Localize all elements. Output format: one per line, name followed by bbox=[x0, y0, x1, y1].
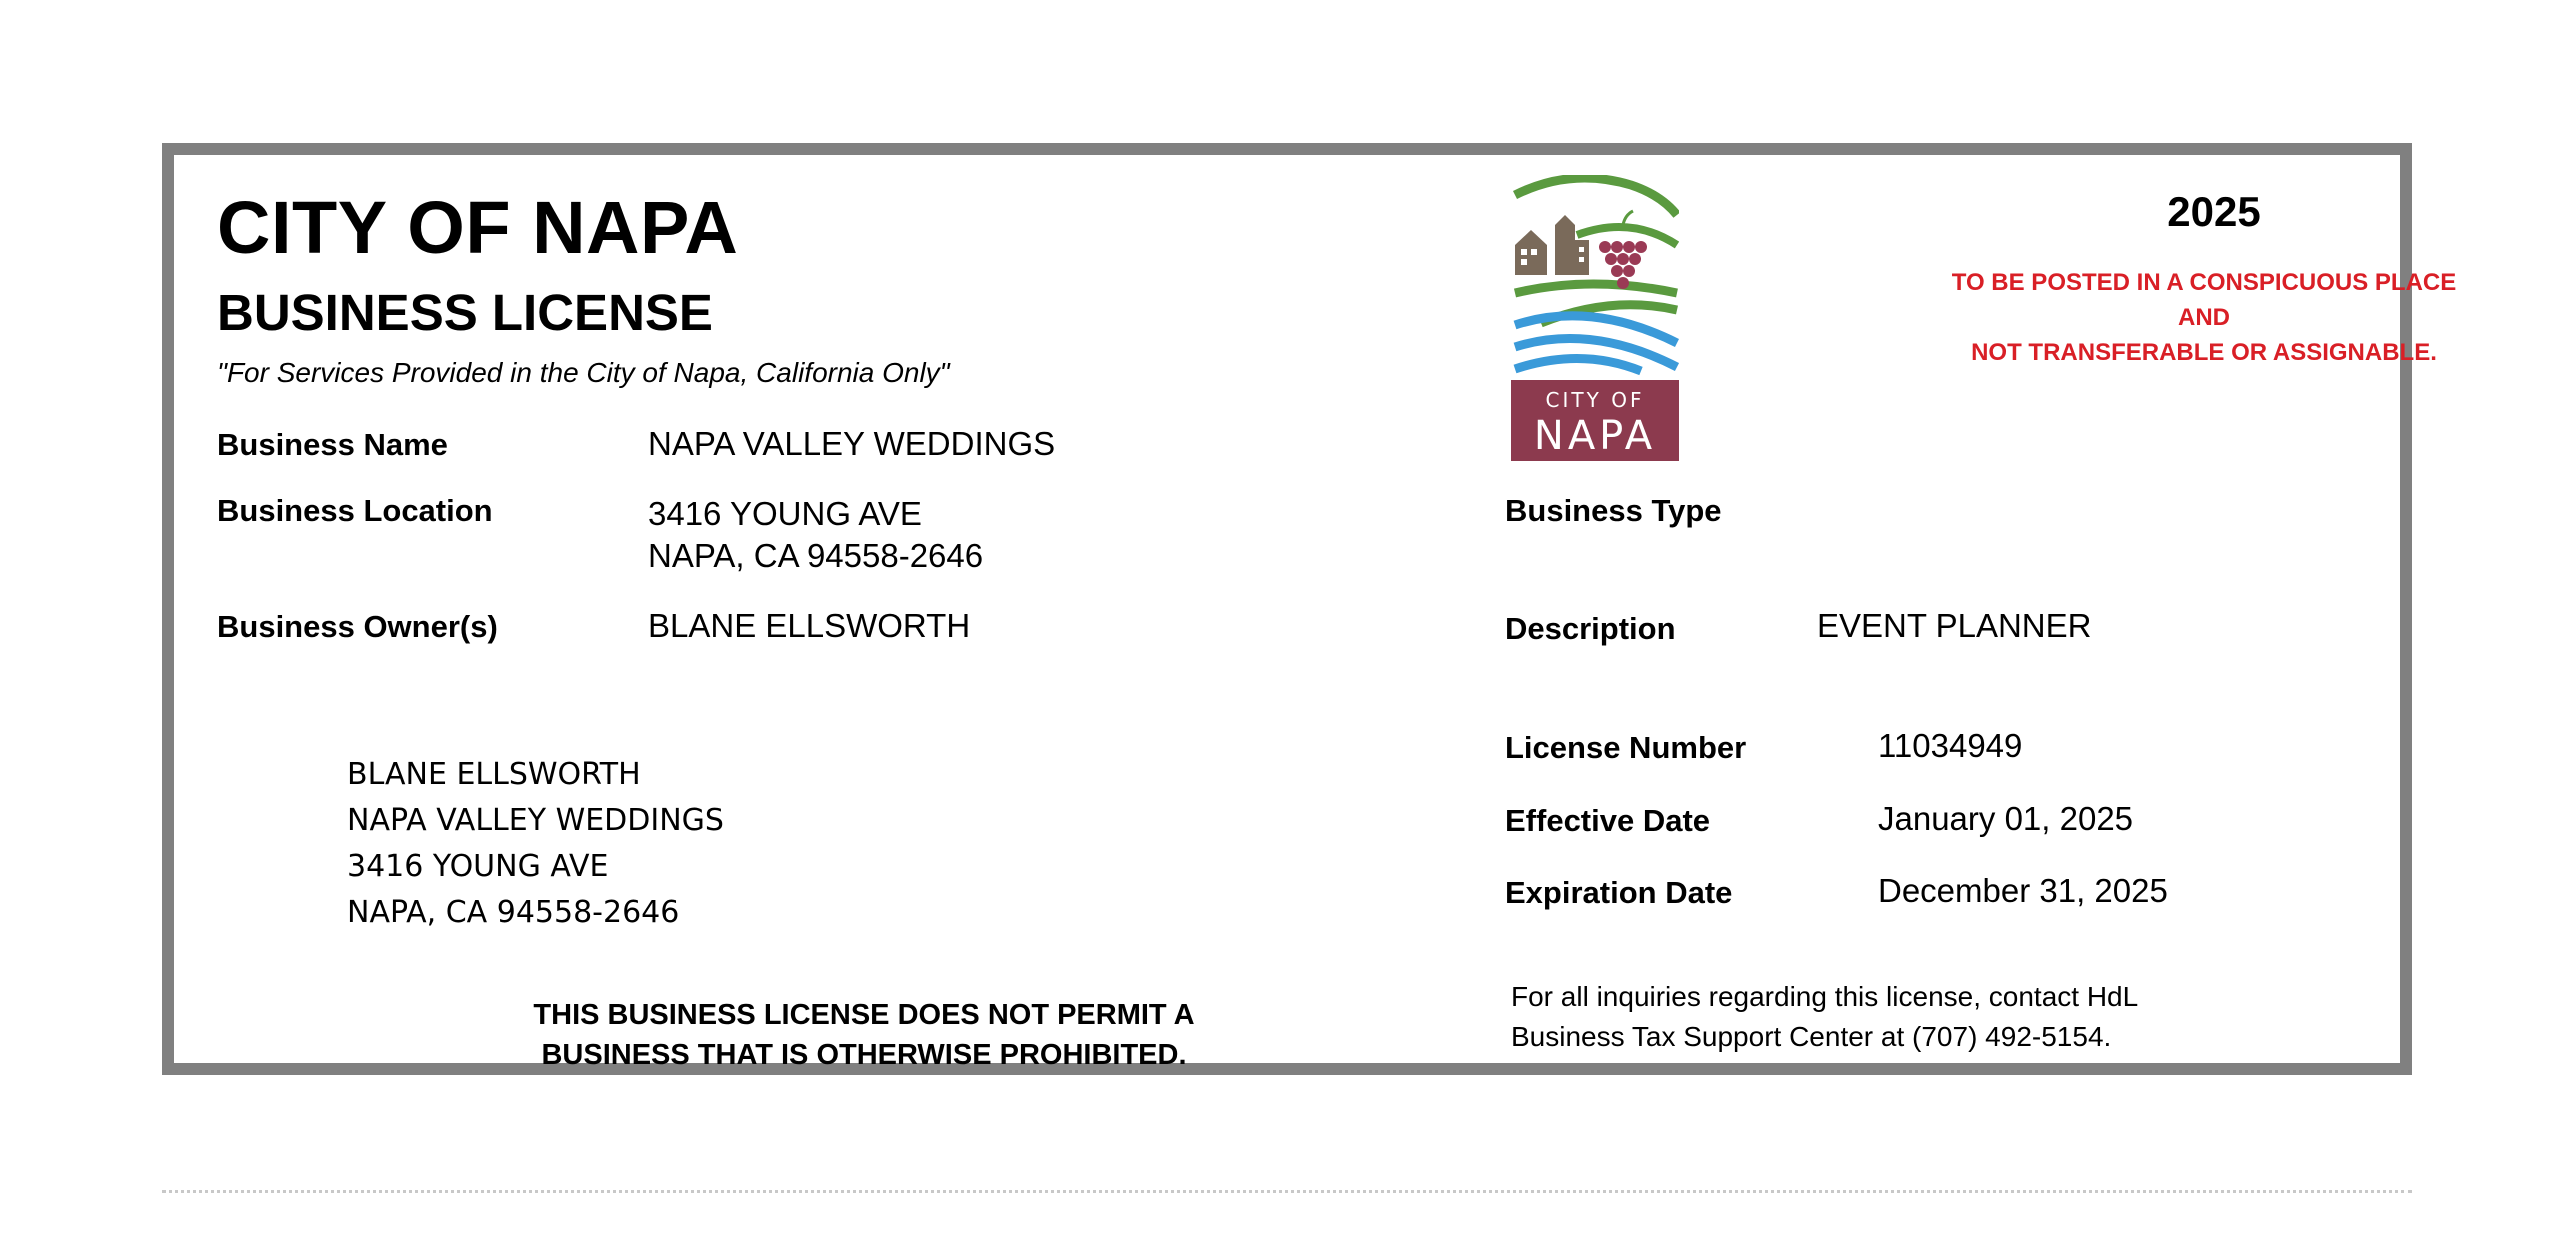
business-type-label: Business Type bbox=[1505, 493, 1722, 528]
city-title: CITY OF NAPA bbox=[217, 186, 739, 269]
cut-line-divider bbox=[162, 1190, 2412, 1193]
logo-text-bottom: NAPA bbox=[1533, 413, 1657, 459]
prohibition-line-1: THIS BUSINESS LICENSE DOES NOT PERMIT A bbox=[533, 999, 1195, 1031]
license-title: BUSINESS LICENSE bbox=[217, 284, 713, 341]
posting-line-1: TO BE POSTED IN A CONSPICUOUS PLACE bbox=[1951, 269, 2457, 296]
business-name-label: Business Name bbox=[217, 427, 448, 462]
mailing-line-2: NAPA VALLEY WEDDINGS bbox=[347, 803, 724, 838]
tagline: "For Services Provided in the City of Napa, California Only" bbox=[217, 357, 950, 388]
inquiry-text bbox=[1511, 977, 2271, 1057]
prohibition-line-2: BUSINESS THAT IS OTHERWISE PROHIBITED. bbox=[541, 1039, 1187, 1071]
description-value: EVENT PLANNER bbox=[1817, 607, 2092, 644]
expiration-date-label: Expiration Date bbox=[1505, 875, 1733, 910]
mailing-address bbox=[347, 752, 724, 936]
business-owner-label: Business Owner(s) bbox=[217, 609, 498, 644]
posting-line-3: NOT TRANSFERABLE OR ASSIGNABLE. bbox=[1971, 339, 2437, 366]
mailing-line-4: NAPA, CA 94558-2646 bbox=[347, 895, 680, 930]
effective-date-value: January 01, 2025 bbox=[1878, 800, 2134, 837]
mailing-line-1: BLANE ELLSWORTH bbox=[347, 757, 641, 792]
business-location-value bbox=[648, 493, 983, 577]
location-line-1: 3416 YOUNG AVE bbox=[648, 495, 922, 532]
logo-text-top: CITY OF bbox=[1545, 388, 1645, 412]
location-line-2: NAPA, CA 94558-2646 bbox=[648, 537, 984, 574]
posting-notice bbox=[1754, 265, 2550, 370]
city-of-napa-logo-icon bbox=[1511, 175, 1679, 461]
business-location-label: Business Location bbox=[217, 493, 493, 528]
license-number-label: License Number bbox=[1505, 730, 1747, 765]
effective-date-label: Effective Date bbox=[1505, 803, 1711, 838]
expiration-date-value: December 31, 2025 bbox=[1878, 872, 2168, 909]
inquiry-line-2: Business Tax Support Center at (707) 492-5154. bbox=[1511, 1021, 2112, 1052]
business-owner-value: BLANE ELLSWORTH bbox=[648, 607, 971, 644]
license-year: 2025 bbox=[2167, 188, 2261, 235]
license-number-value: 11034949 bbox=[1878, 727, 2023, 764]
posting-line-2: AND bbox=[2178, 304, 2230, 331]
prohibition-notice bbox=[334, 995, 1394, 1075]
description-label: Description bbox=[1505, 611, 1676, 646]
inquiry-line-1: For all inquiries regarding this license, contact HdL bbox=[1511, 981, 2139, 1012]
business-license-card bbox=[162, 143, 2457, 1075]
business-name-value: NAPA VALLEY WEDDINGS bbox=[648, 425, 1056, 462]
mailing-line-3: 3416 YOUNG AVE bbox=[347, 849, 609, 884]
